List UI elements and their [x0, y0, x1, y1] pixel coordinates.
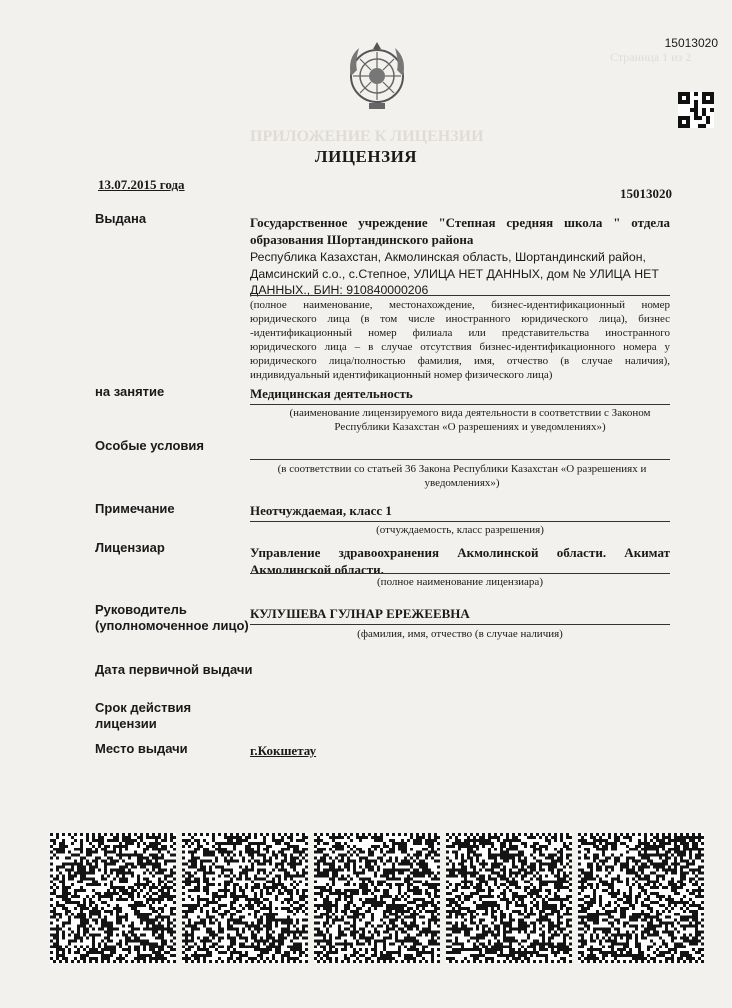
license-number: 15013020 [620, 186, 672, 201]
validity-sublabel: лицензии [95, 716, 157, 731]
remark-note: (отчуждаемость, класс разрешения) [376, 524, 544, 536]
activity-underline [250, 404, 670, 405]
licensor-value: Управление здравоохранения Акмолинской области. Акимат Акмолинской области. [250, 545, 670, 578]
activity-note: (наименование лицензируемого вида деятельности в соответствии с Законом Республики Казахстан «О разрешениях и уведомлениях») [289, 407, 651, 434]
state-emblem-icon [345, 40, 409, 112]
licensor-underline [250, 573, 670, 574]
bleed-through-heading: ПРИЛОЖЕНИЕ К ЛИЦЕНЗИИ [250, 128, 484, 145]
barcode-1 [50, 833, 176, 963]
document-number-top: 15013020 [664, 36, 718, 50]
place-label: Место выдачи [95, 741, 188, 756]
document-title: ЛИЦЕНЗИЯ [314, 147, 418, 166]
head-note: (фамилия, имя, отчество (в случае наличия) [357, 628, 563, 640]
activity-value: Медицинская деятельность [250, 386, 413, 401]
head-sublabel: (уполномоченное лицо) [95, 618, 249, 633]
remark-label: Примечание [95, 501, 175, 516]
special-conditions-label: Особые условия [95, 438, 204, 453]
qr-code-icon [678, 92, 714, 128]
first-issue-label: Дата первичной выдачи [95, 662, 253, 677]
barcode-4 [446, 833, 572, 963]
activity-label: на занятие [95, 384, 165, 399]
validity-label: Срок действия [95, 700, 192, 715]
special-conditions-note: (в соответствии со статьей 36 Закона Республики Казахстан «О разрешениях и уведомлениях») [277, 463, 647, 490]
issue-date: 13.07.2015 года [98, 177, 185, 192]
issued-to-name: Государственное учреждение "Степная средняя школа " отдела образования Шортандинского района [250, 215, 670, 248]
barcode-3 [314, 833, 440, 963]
special-conditions-underline [250, 459, 670, 460]
licensor-label: Лицензиар [95, 540, 165, 555]
remark-underline [250, 521, 670, 522]
head-label: Руководитель [95, 602, 187, 617]
head-value: КУЛУШЕВА ГУЛНАР ЕРЕЖЕЕВНА [250, 606, 470, 621]
issued-to-note: (полное наименование, местонахождение, бизнес-идентификационный номер юридического лица (в том числе иностранного юридического лица), бизнес -идентификационный номер филиала или представительства иностранного юридического лица – в случае отсутствия бизнес-идентификационного номера у юридического лица/полностью фамилия, имя, отчество (в случае наличия), индивидуальный идентификационный номер физического лица) [250, 299, 670, 382]
barcode-5 [578, 833, 704, 963]
issued-to-address: Республика Казахстан, Акмолинская область, Шортандинский район, Дамсинский с.о., с.Степное, УЛИЦА НЕТ ДАННЫХ, дом № УЛИЦА НЕТ ДАННЫХ., БИН: 910840000206 [250, 250, 659, 298]
issued-to-label: Выдана [95, 211, 147, 226]
place-value: г.Кокшетау [250, 743, 317, 758]
barcode-2 [182, 833, 308, 963]
head-underline [250, 624, 670, 625]
bleed-through-page: Страница 1 из 2 [610, 50, 692, 64]
issued-to-underline [250, 295, 670, 296]
remark-value: Неотчуждаемая, класс 1 [250, 503, 392, 518]
licensor-note: (полное наименование лицензиара) [377, 576, 543, 588]
